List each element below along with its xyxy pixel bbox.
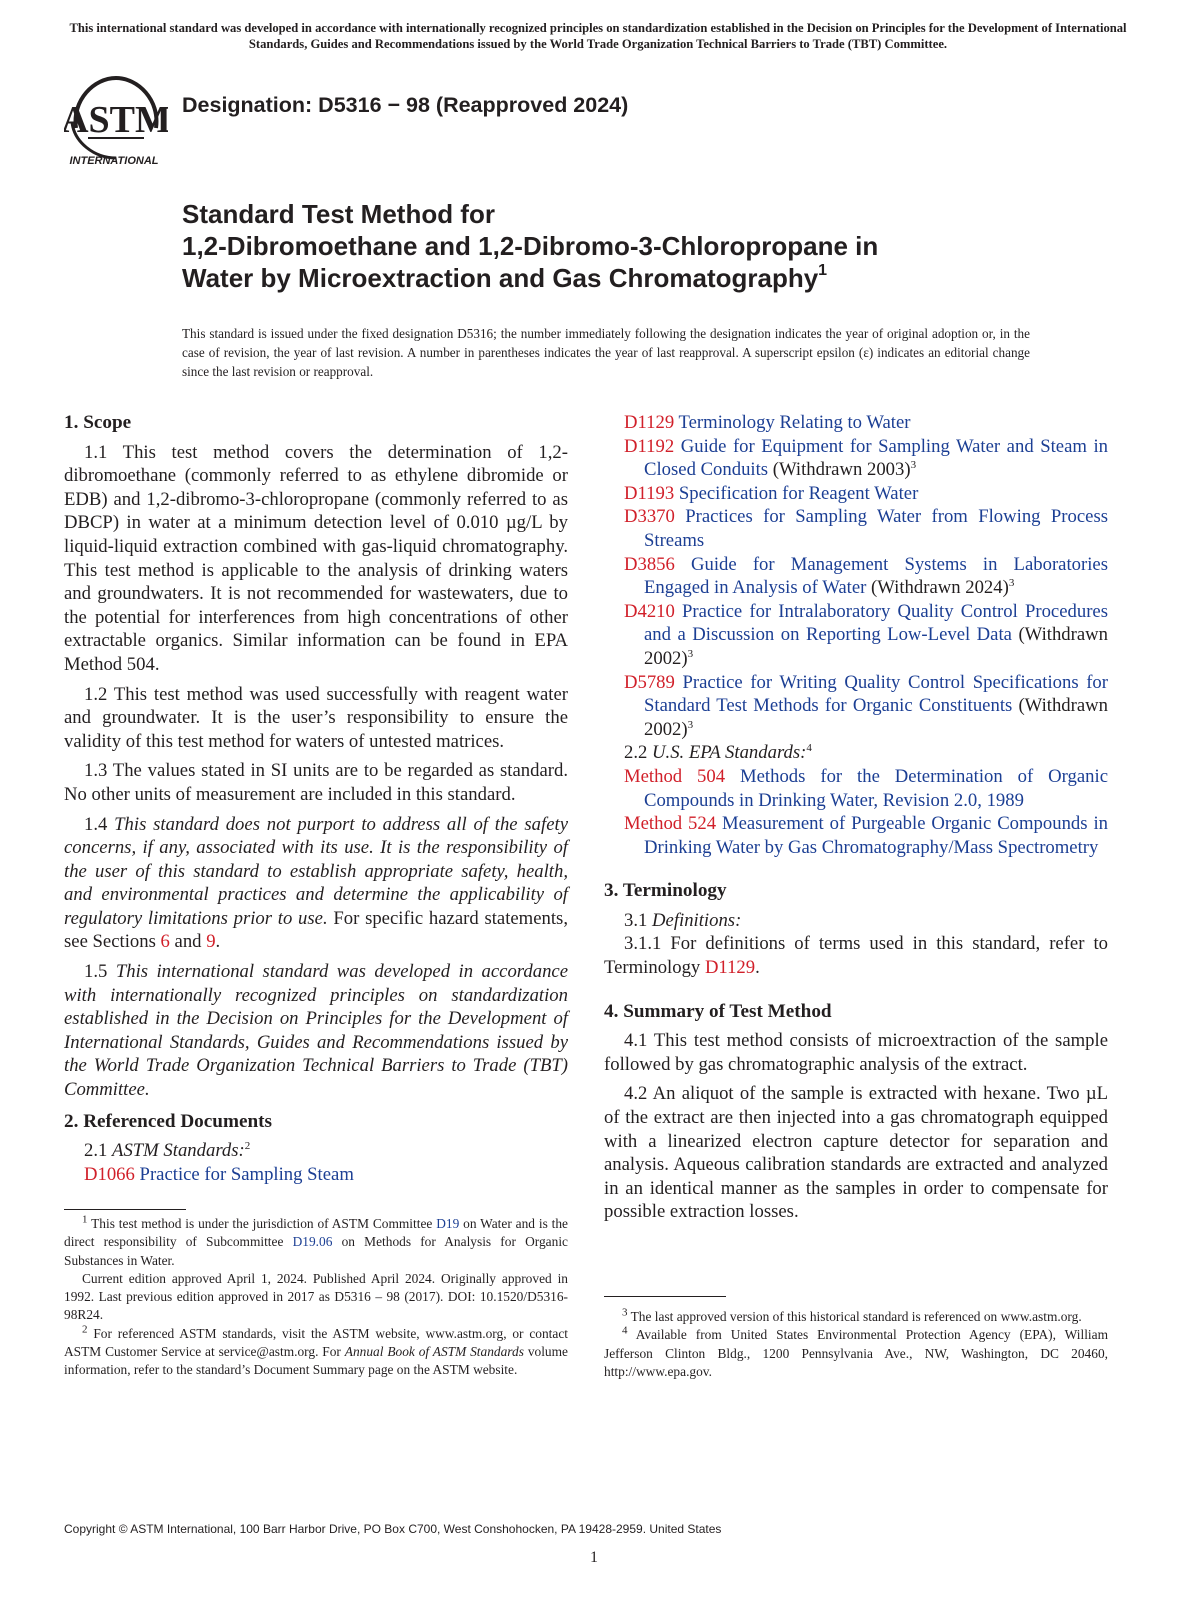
title-line-3: Water by Microextraction and Gas Chromatography$^1$: [182, 262, 828, 293]
link-d1129[interactable]: D1129: [704, 957, 756, 979]
ref-item-d3370[interactable]: D3370 Practices for Sampling Water from Flowing Process Streams: [624, 506, 1108, 551]
footnote-2: $^2$ For referenced ASTM standards, visit the ASTM website, www.astm.org, or contact ASTM Customer Service at service@astm.org. For Annual Book of ASTM Standards volume information, refer to the standard’s Document Summary page on the ASTM website.: [64, 1323, 568, 1378]
section-heading-scope: 1. Scope: [64, 412, 132, 433]
ref-item-d1193[interactable]: D1193 Specification for Reagent Water: [624, 482, 919, 504]
para-3-1: 3.1 Definitions:: [624, 909, 742, 931]
para-1-5: 1.5 This international standard was developed in accordance with internationally recognized principles on standardization established in the Decision on Principles for the Development of International Standards, Guides and Recommendations issued by the World Trade Organization Technical Barriers to Trade (TBT) Committee.: [64, 961, 569, 1101]
logo-text: ASTM: [64, 99, 168, 141]
para-1-3: 1.3 The values stated in SI units are to be regarded as standard. No other units of measurement are included in this standard.: [64, 760, 568, 805]
ref-item-method-524[interactable]: Method 524 Measurement of Purgeable Organic Compounds in Drinking Water by Gas Chromatography/Mass Spectrometry: [624, 813, 1108, 858]
section-heading-summary: 4. Summary of Test Method: [604, 1000, 832, 1022]
right-column: [604, 411, 1108, 1224]
para-2-1: 2.1 ASTM Standards:$^2$: [84, 1139, 251, 1162]
title-line-2: 1,2-Dibromoethane and 1,2-Dibromo-3-Chloropropane in: [182, 231, 879, 261]
left-column: [64, 411, 568, 1186]
document-title: [182, 198, 878, 294]
title-footnote-marker: 1: [818, 262, 828, 280]
footnote-1-edition: Current edition approved April 1, 2024. Published April 2024. Originally approved in 1992. Last previous edition approved in 2017 as D5316 – 98 (2017). DOI: 10.1520/D5316-98R24.: [64, 1270, 568, 1323]
footnote-divider-right: [604, 1296, 726, 1297]
ref-item-d1192[interactable]: D1192 Guide for Equipment for Sampling Water and Steam in Closed Conduits (Withdrawn 2003)$^3$: [624, 435, 1108, 481]
ref-item-d1066[interactable]: D1066 Practice for Sampling Steam: [84, 1163, 354, 1185]
footnote-3: $^3$ The last approved version of this historical standard is referenced on www.astm.org.: [622, 1306, 1082, 1324]
ref-item-d5789[interactable]: D5789 Practice for Writing Quality Control Specifications for Standard Test Methods for Organic Constituents (Withdrawn 2002)$^3$: [624, 671, 1109, 740]
link-section-9[interactable]: 9: [206, 931, 216, 953]
page-number: 1: [590, 1549, 598, 1566]
logo-subtext: INTERNATIONAL: [69, 155, 159, 167]
link-d19-06[interactable]: D19.06: [292, 1234, 333, 1250]
ref-item-d4210[interactable]: D4210 Practice for Intralaboratory Quality Control Procedures and a Discussion on Reporting Low-Level Data (Withdrawn 2002)$^3$: [624, 600, 1108, 669]
ref-item-method-504[interactable]: Method 504 Methods for the Determination of Organic Compounds in Drinking Water, Revision 2.0, 1989: [624, 765, 1108, 811]
para-4-2: 4.2 An aliquot of the sample is extracted with hexane. Two µL of the extract are then injected into a gas chromatograph equipped with a linearized electron capture detector for separation and analysis. Aqueous calibration standards are extracted and analyzed in an identical manner as the samples in order to compensate for possible extraction losses.: [604, 1083, 1108, 1223]
footnotes-right: [604, 1308, 1108, 1381]
para-1-2: 1.2 This test method was used successfully with reagent water and groundwater. It is the user’s responsibility to ensure the validity of this test method for waters of untested matrices.: [64, 683, 568, 752]
astm-logo: [64, 70, 168, 170]
issued-note: This standard is issued under the fixed designation D5316; the number immediately following the designation indicates the year of original adoption or, in the case of revision, the year of last revision. A number in parentheses indicates the year of last reapproval. A superscript epsilon (ε) indicates an editorial change since the last revision or reapproval.: [182, 326, 1030, 379]
para-2-2: 2.2 U.S. EPA Standards:$^4$: [624, 742, 812, 764]
para-1-4: 1.4 This standard does not purport to address all of the safety concerns, if any, associated with its use. It is the responsibility of the user of this standard to establish appropriate safety, health, and environmental practices and determine the applicability of regulatory limitations prior to use. For specific hazard statements, see Sections 6 and 9.: [64, 813, 568, 953]
footnote-4: $^4$ Available from United States Environmental Protection Agency (EPA), William Jefferson Clinton Bldg., 1200 Pennsylvania Ave., NW, Washington, DC 20460, http://www.epa.gov.: [604, 1324, 1108, 1379]
para-1-1: 1.1 This test method covers the determination of 1,2-dibromoethane (commonly referred to as ethylene dibromide or EDB) and 1,2-dibromo-3-chloropropane (commonly referred to as DBCP) in water at a minimum detection level of 0.010 µg/L by liquid-liquid extraction combined with gas-liquid chromatography. This test method is applicable to the analysis of drinking waters and groundwaters. It is not recommended for wastewaters, due to the potential for interferences from high concentrations of other extractable organics. Similar information can be found in EPA Method 504.: [64, 441, 568, 675]
designation: Designation: D5316 − 98 (Reapproved 2024): [182, 93, 629, 117]
footnote-divider-left: [64, 1209, 186, 1210]
para-3-1-1: 3.1.1 For definitions of terms used in this standard, refer to Terminology D1129.: [604, 933, 1108, 979]
link-section-6[interactable]: 6: [160, 931, 170, 953]
section-heading-terminology: 3. Terminology: [604, 880, 727, 902]
international-standard-notice: This international standard was developed in accordance with internationally recognized principles on standardization established in the Decision on Principles for the Development of International Standards, Guides and Recommendations issued by the World Trade Organization Technical Barriers to Trade (TBT) Committee.: [69, 21, 1127, 51]
section-heading-referenced-documents: 2. Referenced Documents: [64, 1110, 272, 1132]
ref-item-d3856[interactable]: D3856 Guide for Management Systems in Laboratories Engaged in Analysis of Water (Withdrawn 2024)$^3$: [624, 553, 1108, 599]
title-line-1: Standard Test Method for: [182, 199, 495, 229]
link-d19[interactable]: D19: [436, 1216, 460, 1231]
footnotes-left: [64, 1215, 568, 1380]
para-4-1: 4.1 This test method consists of microextraction of the sample followed by gas chromatographic analysis of the extract.: [604, 1030, 1108, 1075]
footnote-1: $^1$ This test method is under the jurisdiction of ASTM Committee D19 on Water and is the direct responsibility of Subcommittee D19.06 on Methods for Analysis for Organic Substances in Water.: [64, 1213, 569, 1268]
ref-item-d1129[interactable]: D1129 Terminology Relating to Water: [624, 412, 911, 433]
copyright-notice: Copyright © ASTM International, 100 Barr Harbor Drive, PO Box C700, West Conshohocken, PA 19428-2959. United States: [64, 1522, 722, 1536]
